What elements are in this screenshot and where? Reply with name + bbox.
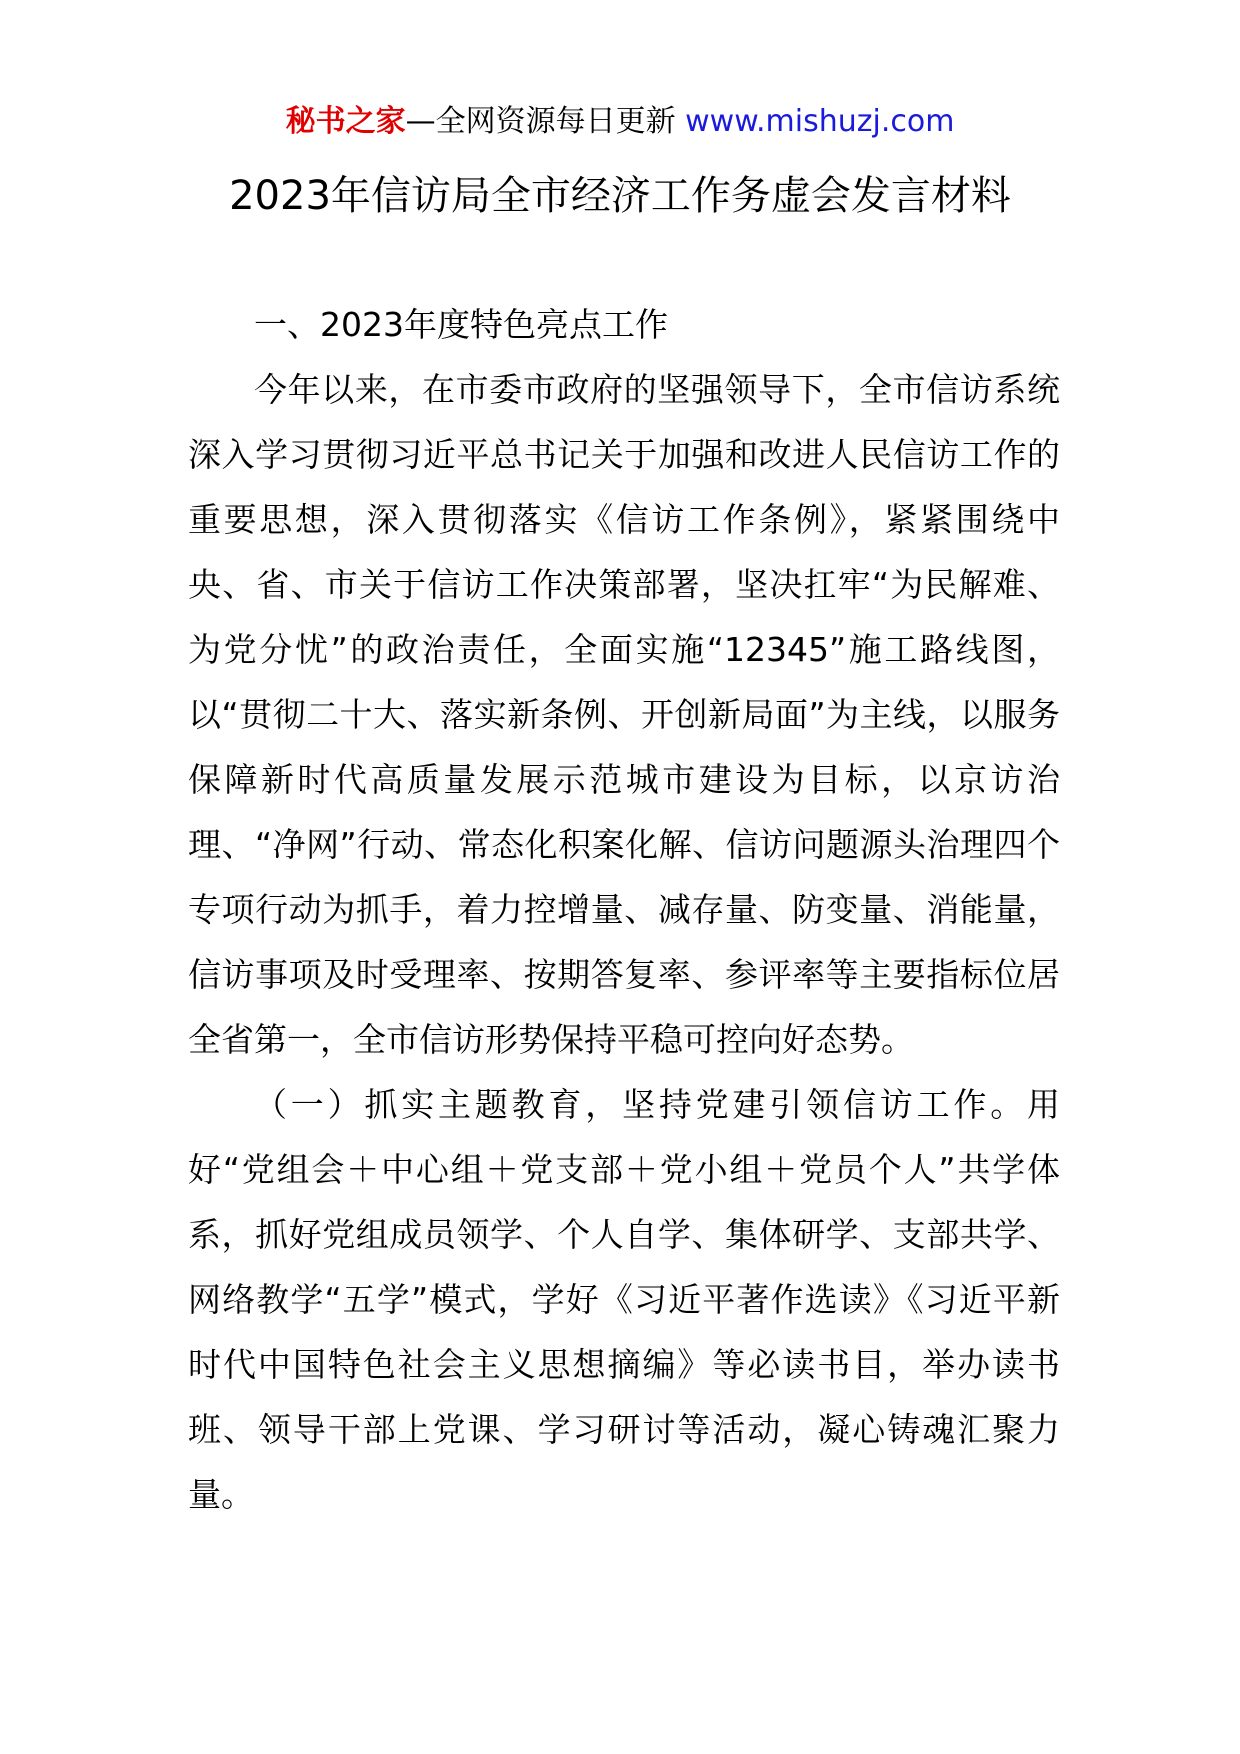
header-tagline: —全网资源每日更新 (405, 104, 686, 139)
brand-name: 秘书之家 (285, 104, 406, 139)
site-url-link[interactable]: www.mishuzj.com (685, 104, 955, 139)
paragraph-overview: 今年以来，在市委市政府的坚强领导下，全市信访系统深入学习贯彻习近平总书记关于加强和改进人民信访工作的重要思想，深入贯彻落实《信访工作条例》，紧紧围绕中央、省、市关于信访工作决策部署，坚决扛牢“为民解难、为党分忧”的政治责任，全面实施“12345”施工路线图，以“贯彻二十大、落实新条例、开创新局面”为主线，以服务保障新时代高质量发展示范城市建设为目标，以京访治理、“净网”行动、常态化积案化解、信访问题源头治理四个专项行动为抓手，着力控增量、减存量、防变量、消能量，信访事项及时受理率、按期答复率、参评率等主要指标位居全省第一，全市信访形势保持平稳可控向好态势。 (188, 370, 1060, 1059)
section-heading: 一、2023年度特色亮点工作 (254, 305, 668, 344)
site-header (0, 102, 1240, 142)
document-title: 2023年信访局全市经济工作务虚会发言材料 (229, 173, 1011, 219)
paragraph-theme-education: （一）抓实主题教育，坚持党建引领信访工作。用好“党组会＋中心组＋党支部＋党小组＋党员个人”共学体系，抓好党组成员领学、个人自学、集体研学、支部共学、网络教学“五学”模式，学好《习近平著作选读》《习近平新时代中国特色社会主义思想摘编》等必读书目，举办读书班、领导干部上党课、学习研讨等活动，凝心铸魂汇聚力量。 (188, 1085, 1060, 1514)
document-body (188, 292, 1060, 1527)
